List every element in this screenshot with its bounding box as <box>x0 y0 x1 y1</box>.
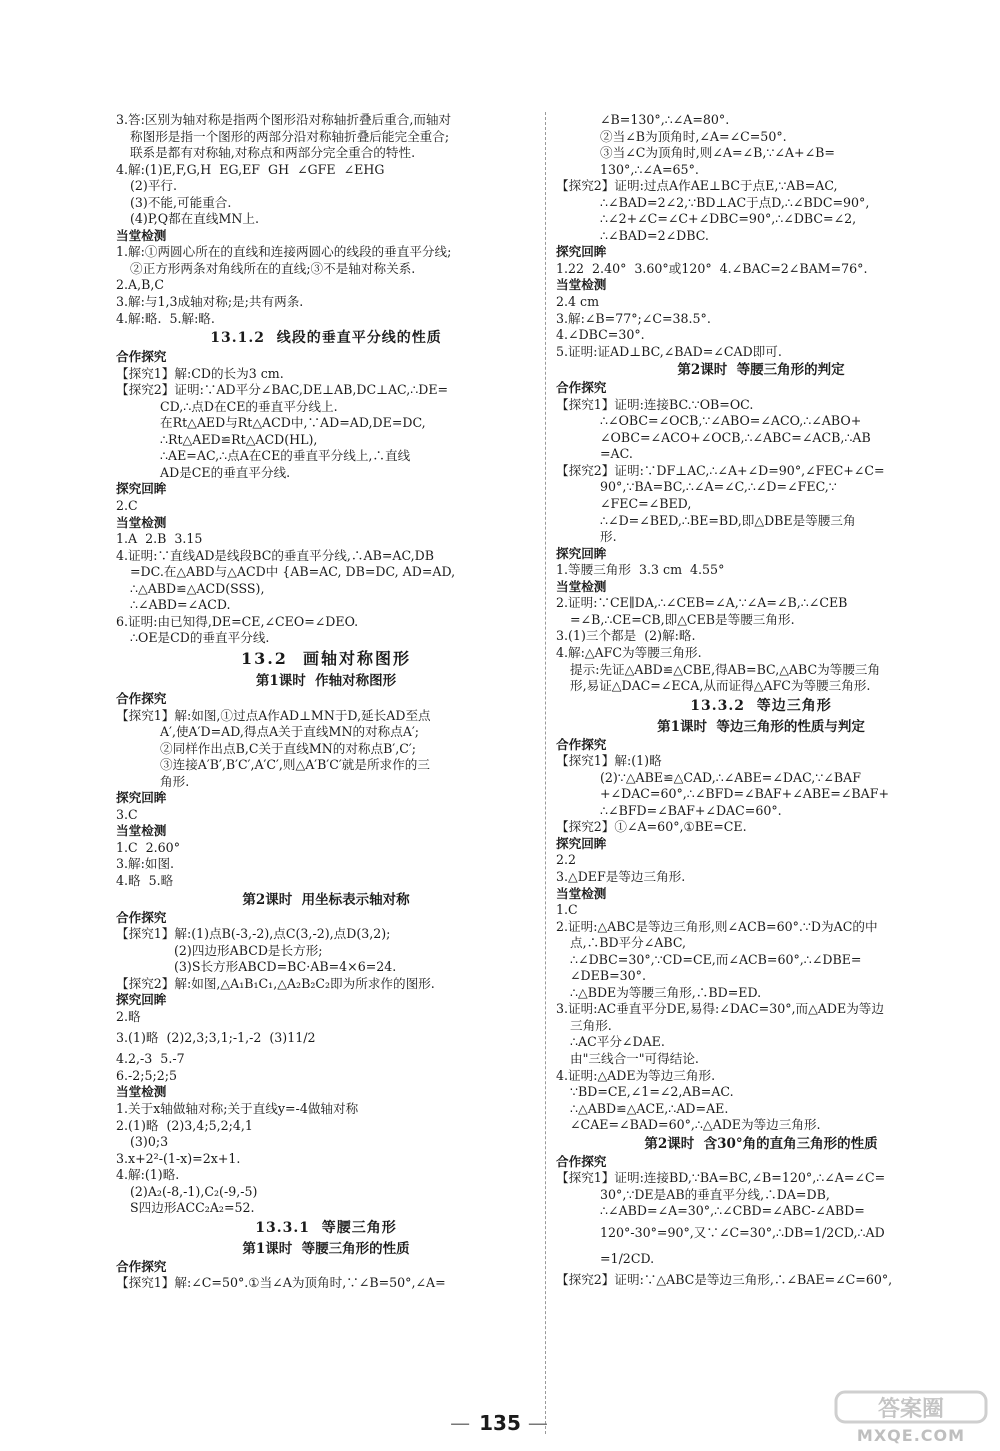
text-line: 3.C <box>116 806 138 822</box>
text-line: 三角形. <box>570 1017 612 1033</box>
lesson-heading: 第2课时 含30°角的直角三角形的性质 <box>644 1135 878 1152</box>
text-line: ∠CAE=∠BAD=60°,∴△ADE为等边三角形. <box>570 1117 821 1133</box>
text-line: 4.略 5.略 <box>116 872 174 888</box>
text-line: 【探究1】证明:连接BC.∵OB=OC. <box>556 396 754 412</box>
text-line: =AC. <box>600 446 633 462</box>
text-line: 2.C <box>116 498 138 514</box>
subsection-label: 合作探究 <box>116 1258 167 1274</box>
subsection-label: 当堂检测 <box>116 514 167 530</box>
text-line: (2)∵△ABE≌△CAD,∴∠ABE=∠DAC,∵∠BAF <box>600 769 861 785</box>
text-line: 【探究2】解:如图,△A₁B₁C₁,△A₂B₂C₂即为所求作的图形. <box>116 975 435 991</box>
text-line: 1.等腰三角形 3.3 cm 4.55° <box>556 562 725 578</box>
text-line: (3)S长方形ABCD=BC·AB=4×6=24. <box>174 959 397 975</box>
watermark-logo <box>832 1388 990 1426</box>
text-line: 【探究2】证明:∵△ABC是等边三角形,∴∠BAE=∠C=60°, <box>556 1271 893 1287</box>
text-line: ∴OE是CD的垂直平分线. <box>130 630 270 646</box>
text-line: +∠DAC=60°,∴∠BFD=∠BAF+∠ABE=∠BAF+ <box>600 786 890 802</box>
text-line: 6.证明:由已知得,DE=CE,∠CEO=∠DEO. <box>116 613 359 629</box>
text-line: ∠DEB=30°. <box>570 968 646 984</box>
subsection-label: 合作探究 <box>116 690 167 706</box>
text-line: 4.解:(1)略. <box>116 1167 180 1183</box>
text-line: 3.(1)略 (2)2,3;3,1;-1,-2 (3)11/2 <box>116 1030 316 1046</box>
text-line: 3.解:与1,3成轴对称;是;共有两条. <box>116 294 304 310</box>
text-line: 4.解:略. 5.解:略. <box>116 310 215 326</box>
text-line: 4.证明:△ADE为等边三角形. <box>556 1067 716 1083</box>
text-line: 5.证明:证AD⊥BC,∠BAD=∠CAD即可. <box>556 343 782 359</box>
text-line: 3.x+2²-(1-x)=2x+1. <box>116 1150 241 1166</box>
text-line: 【探究1】证明:连接BD,∵BA=BC,∠B=120°,∴∠A=∠C= <box>556 1170 886 1186</box>
text-line: 在Rt△AED与Rt△ACD中,∵AD=AD,DE=DC, <box>160 415 426 431</box>
text-line: 1.关于x轴做轴对称;关于直线y=-4做轴对称 <box>116 1100 359 1116</box>
text-line: ∴∠2+∠C=∠C+∠DBC=90°,∴∠DBC=∠2, <box>600 211 857 227</box>
column-divider <box>545 112 546 1434</box>
watermark <box>832 1388 990 1444</box>
text-line: 2.2 <box>556 852 577 868</box>
text-line: 90°,∵BA=BC,∴∠A=∠C,∴∠D=∠FEC,∵ <box>600 479 837 495</box>
text-line: ∴AC平分∠DAE. <box>570 1034 665 1050</box>
text-line: 2.(1)略 (2)3,4;5,2;4,1 <box>116 1117 253 1133</box>
watermark-url: MXQE.COM <box>856 1426 966 1445</box>
subsection-label: 当堂检测 <box>116 823 167 839</box>
subsection-label: 合作探究 <box>556 380 607 396</box>
subsection-label: 探究回眸 <box>116 992 167 1008</box>
text-line: ∴∠DBC=30°,∵CD=CE,而∠ACB=60°,∴∠DBE= <box>570 951 862 967</box>
text-line: 点,∴BD平分∠ABC, <box>570 935 687 951</box>
text-line: 称图形是指一个图形的两部分沿对称轴折叠后能完全重合; <box>130 128 450 144</box>
text-line: 6.-2;5;2;5 <box>116 1067 178 1083</box>
text-line: 【探究2】证明:∵AD平分∠BAC,DE⊥AB,DC⊥AC,∴DE= <box>116 382 449 398</box>
text-line: (3)0;3 <box>130 1134 169 1150</box>
text-line: 【探究2】①∠A=60°,①BE=CE. <box>556 819 747 835</box>
text-line: (2)四边形ABCD是长方形; <box>174 942 323 958</box>
text-line: 2.证明:△ABC是等边三角形,则∠ACB=60°.∵D为AC的中 <box>556 918 878 934</box>
text-line: ∠OBC=∠ACO+∠OCB,∴∠ABC=∠ACB,∴AB <box>600 429 871 445</box>
section-heading: 13.1.2 线段的垂直平分线的性质 <box>210 330 442 347</box>
text-line: 2.略 <box>116 1008 141 1024</box>
lesson-heading: 第2课时 等腰三角形的判定 <box>677 362 845 379</box>
text-line: 2.A,B,C <box>116 277 165 293</box>
section-heading: 13.3.2 等边三角形 <box>690 697 832 714</box>
text-line: ∴∠ABD=∠ACD. <box>130 597 231 613</box>
text-line: ②同样作出点B,C关于直线MN的对称点B′,C′; <box>160 740 416 756</box>
text-line: 【探究1】解:如图,①过点A作AD⊥MN于D,延长AD至点 <box>116 707 431 723</box>
text-line: ②正方形两条对角线所在的直线;③不是轴对称关系. <box>130 260 416 276</box>
text-line: =DC.在△ABD与△ACD中 {AB=AC, DB=DC, AD=AD, <box>130 564 456 580</box>
text-line: AD是CE的垂直平分线. <box>160 464 291 480</box>
text-line: 130°,∴∠A=65°. <box>600 161 699 177</box>
text-line: 形,易证△DAC=∠ECA,从而证得△AFC为等腰三角形. <box>570 678 871 694</box>
subsection-label: 合作探究 <box>116 349 167 365</box>
text-line: (4)P,Q都在直线MN上. <box>130 211 259 227</box>
left-column <box>116 112 536 1292</box>
subsection-label: 当堂检测 <box>116 1084 167 1100</box>
right-column <box>556 112 966 1288</box>
text-line: 3.(1)三个都是 (2)解:略. <box>556 628 696 644</box>
text-line: (3)不能,可能重合. <box>130 194 232 210</box>
subsection-label: 当堂检测 <box>116 227 167 243</box>
text-line: ∵BD=CE,∠1=∠2,AB=AC. <box>570 1084 734 1100</box>
page-number-value: 135 <box>479 1411 521 1435</box>
page-number: — 135 — <box>450 1411 550 1435</box>
text-line: 4.2,-3 5.-7 <box>116 1051 185 1067</box>
text-line: 3.证明:AC垂直平分DE,易得:∠DAC=30°,而△ADE为等边 <box>556 1001 884 1017</box>
text-line: 【探究1】解:(1)点B(-3,-2),点C(3,-2),点D(3,2); <box>116 926 391 942</box>
text-line: 角形. <box>160 773 190 789</box>
text-line: 【探究2】证明:∵DF⊥AC,∴∠A+∠D=90°,∠FEC+∠C= <box>556 462 885 478</box>
text-line: 2.4 cm <box>556 294 600 310</box>
subsection-label: 当堂检测 <box>556 885 607 901</box>
text-line: 3.解:如图. <box>116 856 175 872</box>
text-line: ∴∠ABD=∠A=30°,∴∠CBD=∠ABC-∠ABD= <box>600 1203 865 1219</box>
section-heading: 13.3.1 等腰三角形 <box>255 1219 397 1236</box>
subsection-label: 探究回眸 <box>556 244 607 260</box>
lesson-heading: 第1课时 作轴对称图形 <box>255 672 397 689</box>
subsection-label: 当堂检测 <box>556 578 607 594</box>
text-line: 30°,∵DE是AB的垂直平分线,∴DA=DB, <box>600 1186 830 1202</box>
text-line: 由"三线合一"可得结论. <box>570 1050 699 1066</box>
text-line: 4.证明:∵直线AD是线段BC的垂直平分线,∴AB=AC,DB <box>116 547 435 563</box>
text-line: =∠B,∴CE=CB,即△CEB是等腰三角形. <box>570 611 795 627</box>
text-line: (2)A₂(-8,-1),C₂(-9,-5) <box>130 1183 258 1199</box>
text-line: 联系是都有对称轴,对称点和两部分完全重合的特性. <box>130 145 416 161</box>
text-line: S四边形ACC₂A₂=52. <box>130 1200 255 1216</box>
text-line: 120°-30°=90°,又∵∠C=30°,∴DB=1/2CD,∴AD <box>600 1224 885 1240</box>
subsection-label: 合作探究 <box>556 736 607 752</box>
subsection-label: 合作探究 <box>556 1153 607 1169</box>
text-line: ∴∠OBC=∠OCB,∵∠ABO=∠ACO,∴∠ABO+ <box>600 413 862 429</box>
text-line: ∠B=130°,∴∠A=80°. <box>600 112 730 127</box>
text-line: ∴∠BFD=∠BAF+∠DAC=60°. <box>600 802 782 818</box>
text-line: =1/2CD. <box>600 1250 655 1266</box>
text-line: ∴∠BAD=2∠DBC. <box>600 227 709 243</box>
text-line: ∴Rt△AED≌Rt△ACD(HL), <box>160 431 318 447</box>
text-line: ∴AE=AC,∴点A在CE的垂直平分线上,∴直线 <box>160 448 411 464</box>
text-line: CD,∴点D在CE的垂直平分线上. <box>160 398 338 414</box>
text-line: 3.答:区别为轴对称是指两个图形沿对称轴折叠后重合,而轴对 <box>116 112 452 127</box>
text-line: 3.解:∠B=77°;∠C=38.5°. <box>556 310 711 326</box>
text-line: 【探究1】解:(1)略 <box>556 753 662 769</box>
text-line: ③当∠C为顶角时,则∠A=∠B,∵∠A+∠B= <box>600 145 835 161</box>
text-line: A′,使A′D=AD,得点A关于直线MN的对称点A′; <box>160 724 420 740</box>
lesson-heading: 第1课时 等腰三角形的性质 <box>242 1240 410 1257</box>
watermark-logo-text: 答案圈 <box>877 1397 945 1422</box>
text-line: 提示:先证△ABD≌△CBE,得AB=BC,△ABC为等腰三角 <box>570 661 881 677</box>
text-line: 3.△DEF是等边三角形. <box>556 868 686 884</box>
lesson-heading: 第1课时 等边三角形的性质与判定 <box>657 718 865 735</box>
subsection-label: 探究回眸 <box>556 545 607 561</box>
text-line: 1.解:①两圆心所在的直线和连接两圆心的线段的垂直平分线; <box>116 244 452 260</box>
subsection-label: 探究回眸 <box>116 481 167 497</box>
text-line: ∴△ABD≌△ACD(SSS), <box>130 580 265 596</box>
text-line: 4.∠DBC=30°. <box>556 327 645 343</box>
text-line: 1.A 2.B 3.15 <box>116 531 203 547</box>
text-line: 4.解:(1)E,F,G,H EG,EF GH ∠GFE ∠EHG <box>116 161 385 177</box>
subsection-label: 探究回眸 <box>556 835 607 851</box>
text-line: (2)平行. <box>130 178 178 194</box>
text-line: ③连接A′B′,B′C′,A′C′,则△A′B′C′就是所求作的三 <box>160 757 430 773</box>
subsection-label: 当堂检测 <box>556 277 607 293</box>
text-line: 1.C 2.60° <box>116 839 180 855</box>
section-heading: 13.2 画轴对称图形 <box>240 648 412 668</box>
text-line: ∴△ABD≌△ACE,∴AD=AE. <box>570 1100 729 1116</box>
text-line: ②当∠B为顶角时,∠A=∠C=50°. <box>600 128 787 144</box>
text-line: 1.22 2.40° 3.60°或120° 4.∠BAC=2∠BAM=76°. <box>556 260 868 276</box>
text-line: 【探究1】解:CD的长为3 cm. <box>116 365 284 381</box>
text-line: 2.证明:∵CE∥DA,∴∠CEB=∠A,∵∠A=∠B,∴∠CEB <box>556 595 848 611</box>
text-line: 1.C <box>556 902 578 918</box>
text-line: ∠FEC=∠BED, <box>600 496 692 512</box>
text-line: 【探究1】解:∠C=50°.①当∠A为顶角时,∵∠B=50°,∠A= <box>116 1275 446 1291</box>
text-line: ∴∠D=∠BED,∴BE=BD,即△DBE是等腰三角 <box>600 512 856 528</box>
text-line: 【探究2】证明:过点A作AE⊥BC于点E,∵AB=AC, <box>556 178 838 194</box>
lesson-heading: 第2课时 用坐标表示轴对称 <box>242 891 410 908</box>
text-line: ∴∠BAD=2∠2,∵BD⊥AC于点D,∴∠BDC=90°, <box>600 194 870 210</box>
text-line: 4.解:△AFC为等腰三角形. <box>556 644 702 660</box>
text-line: 形. <box>600 529 617 545</box>
subsection-label: 合作探究 <box>116 909 167 925</box>
subsection-label: 探究回眸 <box>116 790 167 806</box>
text-line: ∴△BDE为等腰三角形,∴BD=ED. <box>570 984 762 1000</box>
